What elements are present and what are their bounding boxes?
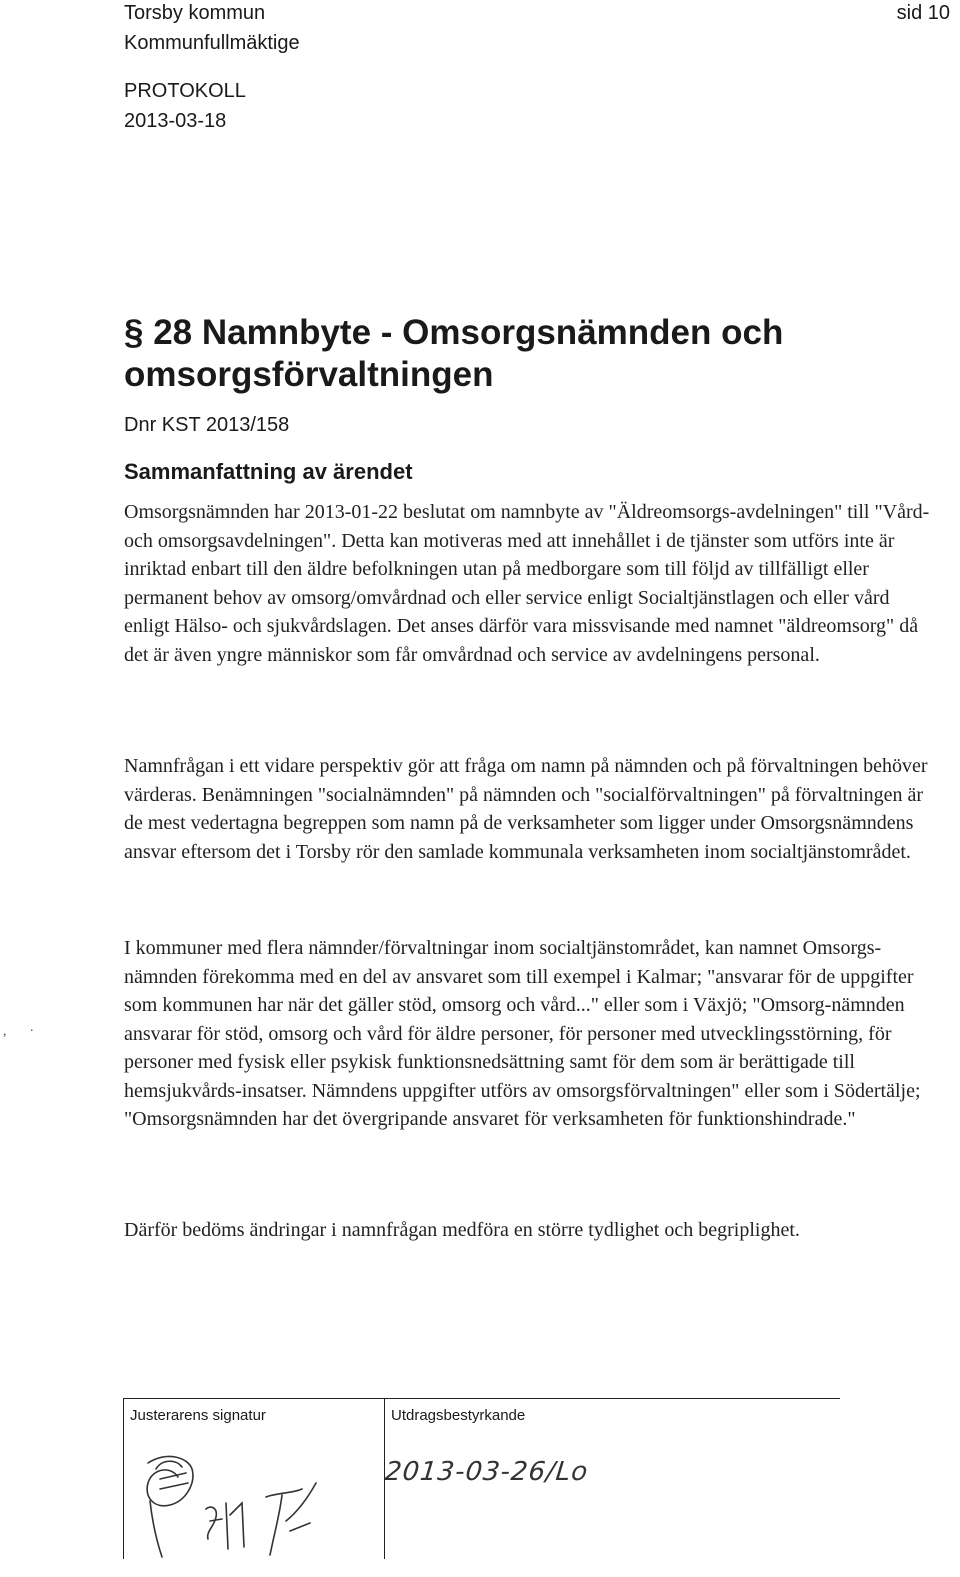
paragraph-examples: I kommuner med flera nämnder/förvaltningar inom socialtjänstområdet, kan namnet Omsorgs-nämnden förekomma med en del av ansvaret som till exempel i Kalmar; "ansvarar för de uppgifter som kommunen har när det gäller stöd, omsorg och vård..." eller som i Växjö; "Omsorg-nämnden ansvarar för stöd, omsorg och vård för äldre personer, för personer med utvecklingsstörning, för personer med fysisk eller psykisk funktionsnedsättning samt för dem som är berättigade till hemsjukvårds-insatser. Nämndens uppgifter utförs av omsorgsförvaltningen" eller som i Södertälje; "Omsorgsnämnden har det övergripande ansvaret för verksamheten för funktionshindrade." [124,937,921,1130]
section-title: § 28 Namnbyte - Omsorgsnämnden och omsorgsförvaltningen [124,313,784,394]
margin-tick: . [30,1020,34,1035]
document-type: PROTOKOLL [124,80,246,102]
summary-heading: Sammanfattning av ärendet [124,459,413,484]
registration-number: Dnr KST 2013/158 [124,414,290,436]
page-number: sid 10 [896,2,950,24]
organization-name: Torsby kommun [124,2,266,24]
meeting-date: 2013-03-18 [124,110,227,132]
paragraph-conclusion: Därför bedöms ändringar i namnfrågan medföra en större tydlighet och begriplighet. [124,1219,800,1241]
signature-cell [123,1399,385,1559]
paragraph-summary: Omsorgsnämnden har 2013-01-22 beslutat om namnbyte av "Äldreomsorgs-avdelningen" till "Vård- och omsorgsavdelningen". Detta kan motiveras med att innehållet i de tjänster som utförs inte är inriktad enbart till den äldre befolkningen utan på medborgare som till följd av tillfälligt eller permanent behov av omsorg/omvårdnad och eller service enligt Socialtjänstlagen och eller vård enligt Hälso- och sjukvårdslagen. Det anses därför vara missvisande med namnet "äldreomsorg" då det är även yngre människor som får omvårdnad och service av avdelningens personal. [124,501,930,666]
extract-handwritten-date: 2013-03-26/Lo [383,1457,590,1487]
signature-table [123,1398,840,1577]
handwritten-signature-icon [126,1439,376,1569]
extract-label: Utdragsbestyrkande [391,1407,526,1424]
margin-tick: , [3,1024,7,1039]
paragraph-naming: Namnfrågan i ett vidare perspektiv gör att fråga om namn på nämnden och på förvaltningen behöver värderas. Benämningen "socialnämnden" på nämnden och "socialförvaltningen" på förvaltningen är de mest vedertagna begreppen som namn på de verksamheter som ligger under Omsorgsnämndens ansvar eftersom det i Torsby rör den samlade kommunala verksamheten inom socialtjänstområdet. [124,755,928,863]
signature-label: Justerarens signatur [130,1407,266,1424]
committee-name: Kommunfullmäktige [124,32,300,54]
